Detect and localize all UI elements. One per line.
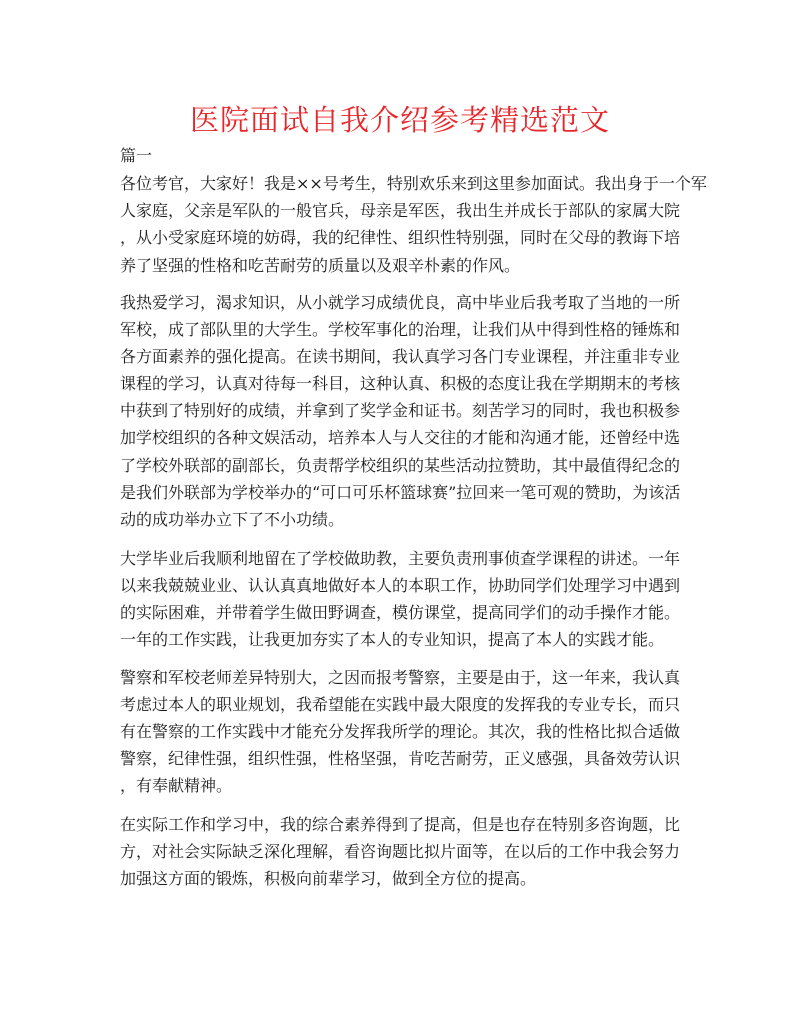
text-line-3: ，从小受家庭环境的妨碍，我的纪律性、组织性特别强，同时在父母的教诲下培 — [120, 228, 681, 247]
text-line-8: 课程的学习，认真对待每一科目，这种认真、积极的态度让我在学期期末的考核 — [120, 374, 681, 393]
text-line-16: 的实际困难，并带着学生做田野调查，模仿课堂，提高同学们的动手操作才能。 — [120, 603, 681, 622]
text-line-2: 人家庭，父亲是军队的一般官兵，母亲是军医，我出生并成长于部队的家属大院 — [120, 201, 681, 220]
text-line-11: 了学校外联部的副部长，负责帮学校组织的某些活动拉赞助，其中最值得纪念的 — [120, 456, 681, 475]
text-line-17: 一年的工作实践，让我更加夯实了本人的专业知识，提高了本人的实践才能。 — [120, 630, 665, 649]
text-line-10: 加学校组织的各种文娱活动，培养本人与人交往的才能和沟通才能，还曾经中选 — [120, 428, 681, 447]
text-line-25: 加强这方面的锻炼，积极向前辈学习，做到全方位的提高。 — [120, 869, 537, 888]
text-line-5: 我热爱学习，渴求知识，从小就学习成绩优良，高中毕业后我考取了当地的一所 — [120, 293, 681, 312]
text-line-1: 各位考官，大家好！我是××号考生，特别欢乐来到这里参加面试。我出身于一个军 — [120, 174, 707, 193]
text-line-4: 养了坚强的性格和吃苦耐劳的质量以及艰辛朴素的作风。 — [120, 256, 521, 275]
text-line-23: 在实际工作和学习中，我的综合素养得到了提高，但是也存在特别多咨询题，比 — [120, 815, 681, 834]
text-line-15: 以来我兢兢业业、认认真真地做好本人的本职工作，协助同学们处理学习中遇到 — [120, 576, 681, 595]
text-line-7: 各方面素养的强化提高。在读书期间，我认真学习各门专业课程，并注重非专业 — [120, 347, 681, 366]
text-line-12: 是我们外联部为学校举办的“可口可乐杯篮球赛”拉回来一笔可观的赞助，为该活 — [120, 483, 681, 502]
text-line-19: 考虑过本人的职业规划，我希望能在实践中最大限度的发挥我的专业专长，而只 — [120, 695, 681, 714]
text-line-9: 中获到了特别好的成绩，并拿到了奖学金和证书。刻苦学习的同时，我也积极参 — [120, 401, 681, 420]
page-title: 医院面试自我介绍参考精选范文 — [189, 103, 610, 137]
text-line-22: ，有奉献精神。 — [120, 776, 233, 795]
text-line-24: 方，对社会实际缺乏深化理解，看咨询题比拟片面等，在以后的工作中我会努力 — [120, 842, 681, 861]
text-line-13: 动的成功举办立下了不小功绩。 — [120, 510, 345, 529]
section-label: 篇一 — [120, 146, 153, 165]
text-line-6: 军校，成了部队里的大学生。学校军事化的治理，让我们从中得到性格的锤炼和 — [120, 320, 681, 339]
text-line-14: 大学毕业后我顺利地留在了学校做助教，主要负责刑事侦查学课程的讲述。一年 — [120, 549, 681, 568]
text-line-21: 警察，纪律性强，组织性强，性格坚强，肯吃苦耐劳，正义感强，具备效劳认识 — [120, 749, 681, 768]
text-line-18: 警察和军校老师差异特别大，之因而报考警察，主要是由于，这一年来，我认真 — [120, 668, 681, 687]
text-line-20: 有在警察的工作实践中才能充分发挥我所学的理论。其次，我的性格比拟合适做 — [120, 722, 681, 741]
